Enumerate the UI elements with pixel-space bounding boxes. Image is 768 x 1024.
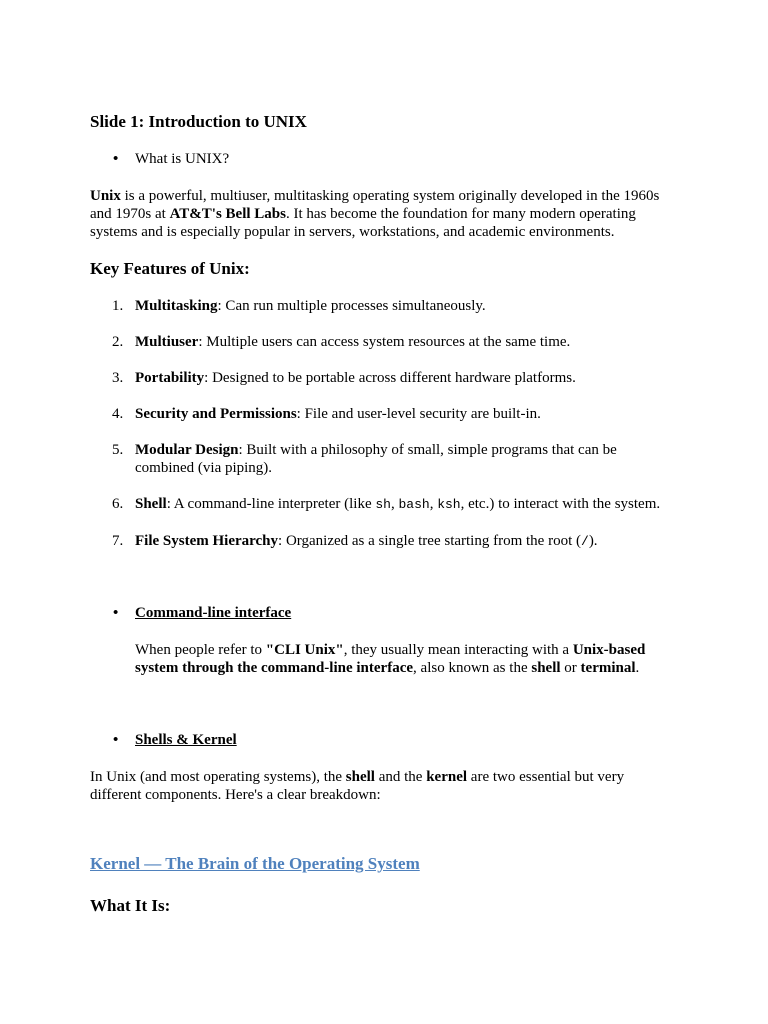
- feature-item: 7. File System Hierarchy: Organized as a single tree starting from the root (/).: [112, 533, 598, 549]
- feature-item: 5. Modular Design: Built with a philosophy of small, simple programs that can be combined (via piping).: [112, 442, 617, 476]
- intro-paragraph: Unix is a powerful, multiuser, multitasking operating system originally developed in the 1960s and 1970s at AT&T's Bell Labs. It has become the foundation for many modern operating systems and is especially popular in servers, workstations, and academic environments.: [90, 188, 660, 240]
- key-features-heading: Key Features of Unix:: [90, 259, 250, 278]
- bullet-dot: •: [113, 732, 119, 748]
- feature-item: 2. Multiuser: Multiple users can access system resources at the same time.: [112, 334, 571, 350]
- feature-item: 3. Portability: Designed to be portable across different hardware platforms.: [112, 370, 576, 386]
- feature-item: 4. Security and Permissions: File and user-level security are built-in.: [112, 406, 541, 422]
- slide-title: Slide 1: Introduction to UNIX: [90, 112, 307, 131]
- what-it-is-heading: What It Is:: [90, 896, 171, 915]
- bullet-command-line-interface: • Command-line interface: [113, 605, 292, 621]
- cli-paragraph: When people refer to "CLI Unix", they usually mean interacting with a Unix-based system through the command-line interface, also known as the shell or terminal.: [135, 642, 646, 676]
- bullet-shells-kernel: • Shells & Kernel: [113, 732, 237, 748]
- shells-paragraph: In Unix (and most operating systems), the shell and the kernel are two essential but very different components. Here's a clear breakdown:: [90, 769, 625, 803]
- bullet-dot: •: [113, 151, 119, 167]
- feature-item: 6. Shell: A command-line interpreter (like sh, bash, ksh, etc.) to interact with the system.: [112, 496, 661, 512]
- bullet-dot: •: [113, 605, 119, 621]
- bullet-what-is-unix: • What is UNIX?: [113, 151, 230, 167]
- kernel-heading[interactable]: Kernel — The Brain of the Operating System: [90, 854, 420, 873]
- feature-item: 1. Multitasking: Can run multiple processes simultaneously.: [112, 298, 486, 314]
